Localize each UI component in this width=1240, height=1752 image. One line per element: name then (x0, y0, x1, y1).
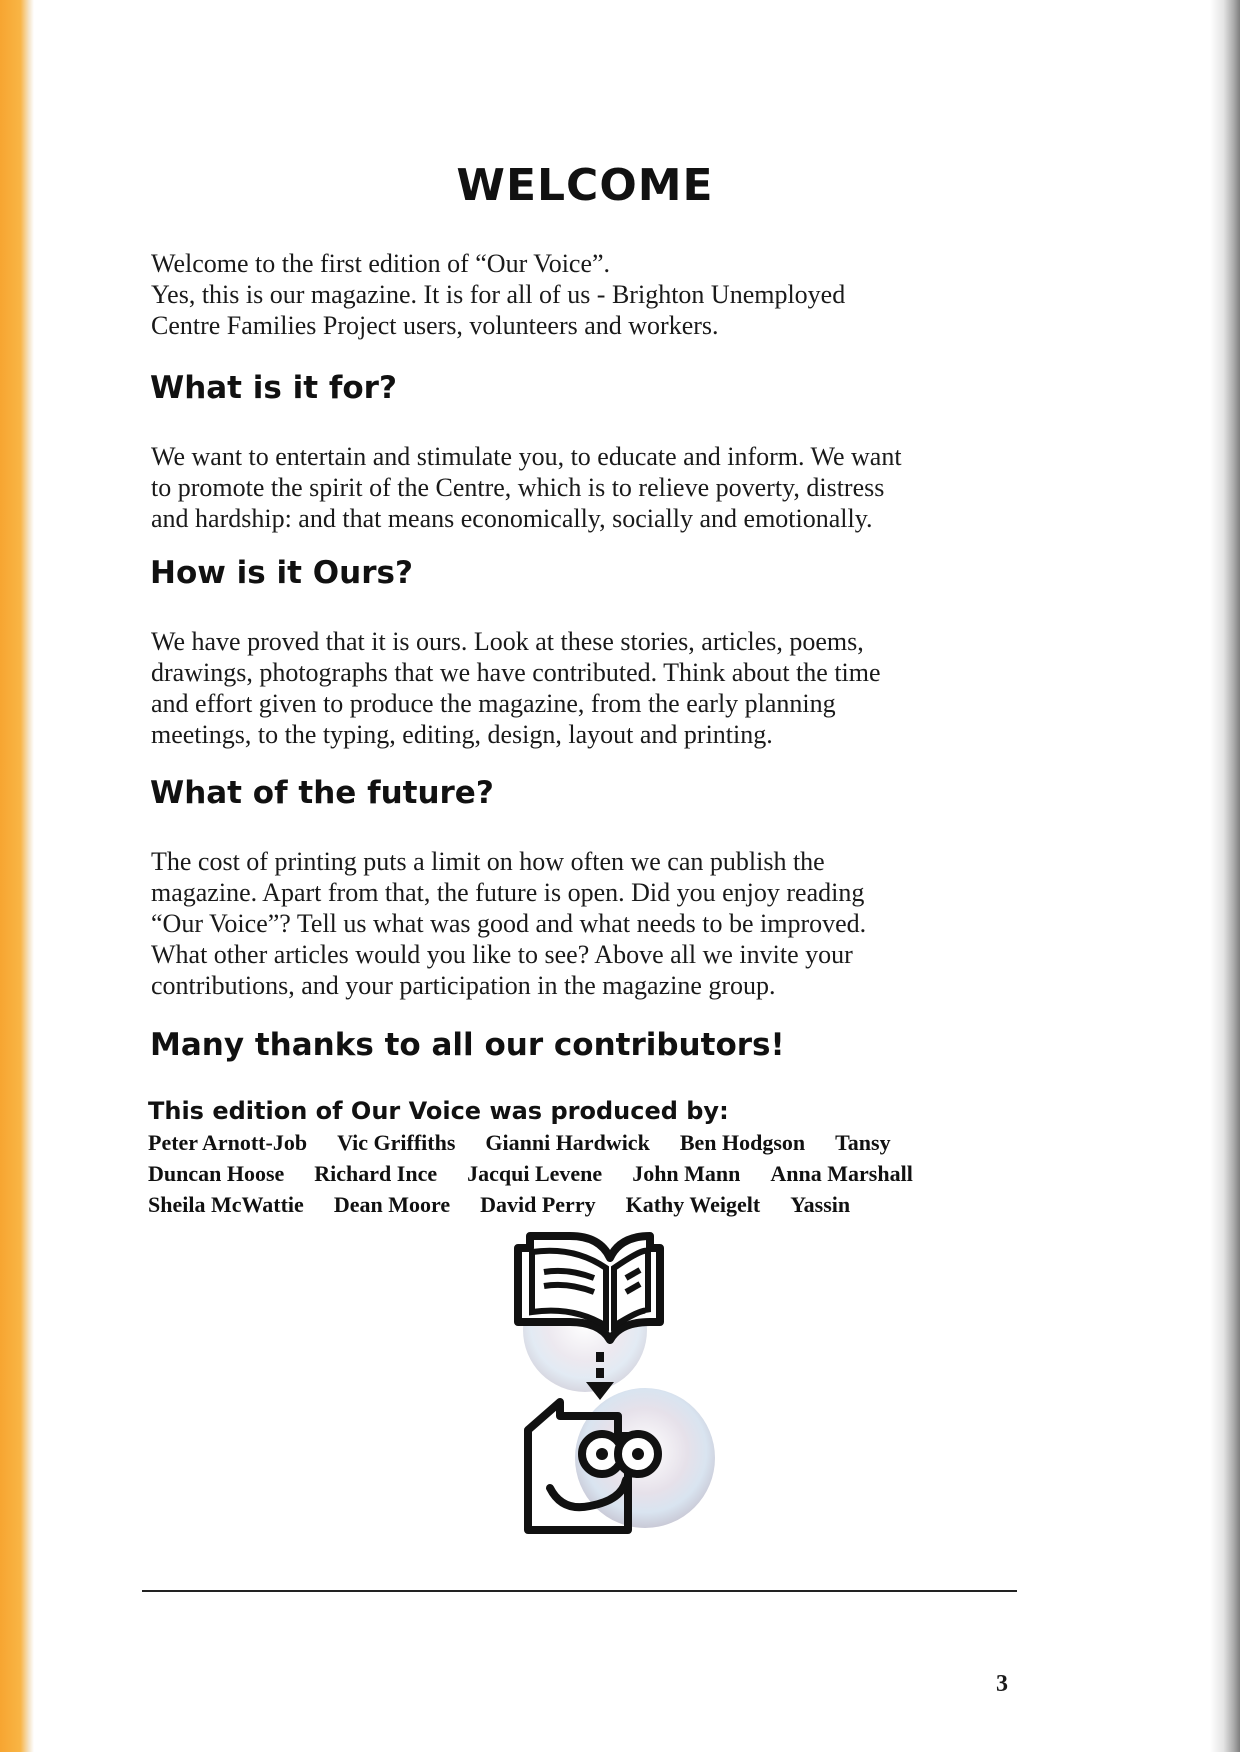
contributor-name: Kathy Weigelt (625, 1192, 761, 1217)
produced-by-label: This edition of Our Voice was produced by: (148, 1097, 729, 1125)
page-number: 3 (996, 1671, 1008, 1697)
text-line: Welcome to the first edition of “Our Voice”. (151, 249, 611, 278)
contributor-name: Tansy (835, 1130, 891, 1155)
book-to-reader-icon (510, 1230, 730, 1540)
section-paragraph-how-is-it-ours (151, 626, 1021, 750)
contributor-name: Anna Marshall (770, 1161, 913, 1186)
contributor-name: Dean Moore (333, 1192, 451, 1217)
text-line: drawings, photographs that we have contributed. Think about the time (151, 658, 881, 687)
section-paragraph-what-of-the-future (151, 846, 1021, 1001)
page-title: WELCOME (456, 160, 714, 211)
section-heading-what-is-it-for: What is it for? (150, 370, 397, 406)
contributor-name: Richard Ince (314, 1161, 438, 1186)
contributor-name: Peter Arnott-Job (148, 1130, 308, 1155)
text-line: contributions, and your participation in the magazine group. (151, 971, 776, 1000)
contributors-row (148, 1130, 1048, 1161)
contributor-name: John Mann (632, 1161, 741, 1186)
contributor-name: Jacqui Levene (467, 1161, 603, 1186)
contributors-row (148, 1192, 1048, 1223)
section-heading-how-is-it-ours: How is it Ours? (150, 555, 413, 591)
contributors-row (148, 1161, 1048, 1192)
contributor-name: Ben Hodgson (679, 1130, 806, 1155)
contributor-name: David Perry (480, 1192, 596, 1217)
text-line: The cost of printing puts a limit on how often we can publish the (151, 847, 825, 876)
footer-rule (142, 1590, 1017, 1592)
thanks-heading: Many thanks to all our contributors! (150, 1027, 785, 1063)
contributor-name: Duncan Hoose (148, 1161, 285, 1186)
contributors-list (148, 1130, 1048, 1223)
contributor-name: Gianni Hardwick (485, 1130, 650, 1155)
text-line: meetings, to the typing, editing, design, layout and printing. (151, 720, 773, 749)
contributor-name: Yassin (790, 1192, 851, 1217)
text-line: Centre Families Project users, volunteers and workers. (151, 311, 719, 340)
section-heading-what-of-the-future: What of the future? (150, 775, 494, 811)
text-line: and effort given to produce the magazine, from the early planning (151, 689, 836, 718)
text-line: “Our Voice”? Tell us what was good and what needs to be improved. (151, 909, 867, 938)
text-line: magazine. Apart from that, the future is open. Did you enjoy reading (151, 878, 865, 907)
text-line: and hardship: and that means economically, socially and emotionally. (151, 504, 873, 533)
section-paragraph-what-is-it-for (151, 441, 1021, 534)
intro-paragraph (151, 248, 1021, 341)
contributor-name: Vic Griffiths (337, 1130, 456, 1155)
text-line: We want to entertain and stimulate you, to educate and inform. We want (151, 442, 902, 471)
text-line: What other articles would you like to see? Above all we invite your (151, 940, 853, 969)
text-line: to promote the spirit of the Centre, which is to relieve poverty, distress (151, 473, 885, 502)
text-line: We have proved that it is ours. Look at these stories, articles, poems, (151, 627, 864, 656)
contributor-name: Sheila McWattie (148, 1192, 304, 1217)
text-line: Yes, this is our magazine. It is for all of us - Brighton Unemployed (151, 280, 846, 309)
